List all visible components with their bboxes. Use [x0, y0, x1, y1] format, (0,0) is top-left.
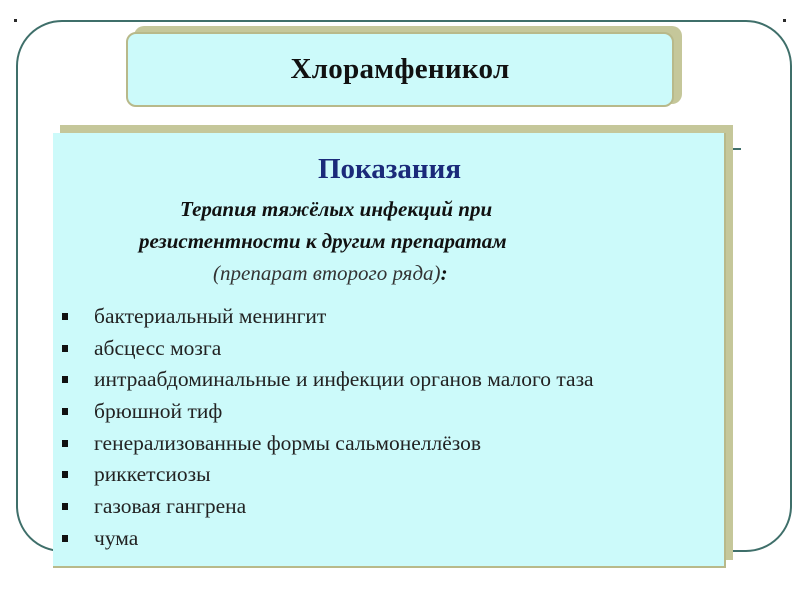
bullet-icon — [62, 376, 68, 383]
list-item-text: абсцесс мозга — [94, 335, 222, 360]
bullet-icon — [62, 471, 68, 478]
bullet-icon — [62, 345, 68, 352]
list-item — [53, 333, 726, 365]
list-item — [53, 491, 726, 523]
bullet-icon — [62, 535, 68, 542]
list-item — [53, 523, 726, 555]
subtitle-line-2: резистентности к другим препаратам — [139, 229, 507, 253]
list-item-text: бактериальный менингит — [94, 304, 327, 328]
subtitle-note — [213, 261, 448, 286]
bullet-icon — [62, 313, 68, 320]
bullet-icon — [62, 408, 68, 415]
content-box — [53, 133, 726, 568]
list-item — [53, 428, 726, 460]
bullet-icon — [62, 440, 68, 447]
corner-dot-top-left — [14, 19, 17, 22]
subtitle-line-1: Терапия тяжёлых инфекций при — [180, 197, 493, 221]
corner-dot-top-right — [783, 19, 786, 22]
bullet-icon — [62, 503, 68, 510]
list-item-text: риккетсиозы — [94, 462, 211, 487]
list-item-text: брюшной тиф — [94, 399, 223, 424]
list-item — [53, 301, 726, 333]
title-box — [126, 32, 674, 107]
subtitle-colon: : — [440, 261, 448, 285]
list-item-text: газовая гангрена — [94, 494, 247, 519]
slide-title: Хлорамфеникол — [290, 53, 510, 85]
section-heading: Показания — [317, 153, 462, 185]
subtitle-note-text: (препарат второго ряда) — [213, 261, 441, 285]
list-item — [53, 364, 726, 396]
list-item-text: чума — [94, 525, 139, 550]
decorative-dash — [733, 148, 741, 150]
list-item-text: генерализованные формы сальмонеллёзов — [94, 430, 482, 455]
list-item — [53, 396, 726, 428]
indications-list — [53, 301, 726, 555]
list-item — [53, 459, 726, 491]
list-item-text: интраабдоминальные и инфекции органов малого таза — [94, 367, 594, 392]
